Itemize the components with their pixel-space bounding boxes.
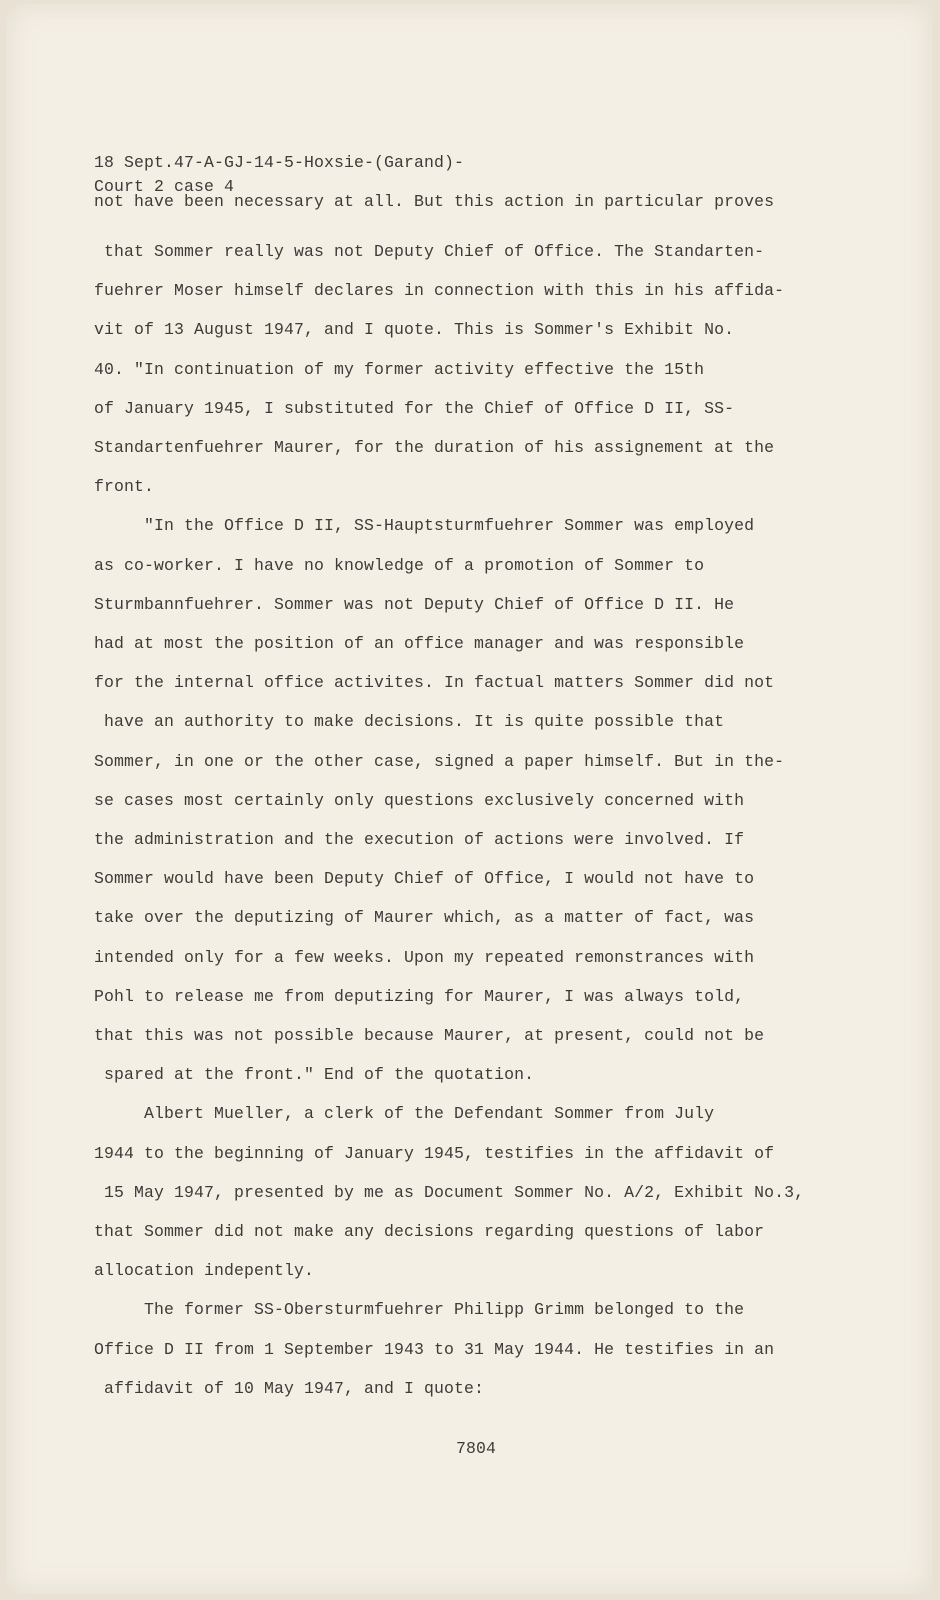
text-line: front. — [94, 477, 155, 497]
text-line: allocation indepently. — [94, 1261, 315, 1281]
text-line: The former SS-Obersturmfuehrer Philipp Grimm belonged to the — [94, 1300, 745, 1320]
header-court-case: Court 2 case 4 — [94, 177, 235, 196]
text-line: Standartenfuehrer Maurer, for the duration of his assignement at the — [94, 438, 775, 458]
text-line: fuehrer Moser himself declares in connection with this in his affida- — [94, 281, 785, 301]
text-line: that Sommer did not make any decisions regarding questions of labor — [94, 1222, 765, 1242]
text-line: vit of 13 August 1947, and I quote. This is Sommer's Exhibit No. — [94, 320, 735, 340]
text-line: affidavit of 10 May 1947, and I quote: — [94, 1378, 485, 1398]
text-line: 15 May 1947, presented by me as Document Sommer No. A/2, Exhibit No.3, — [94, 1182, 805, 1202]
text-line: not have been necessary at all. But this action in particular proves — [94, 192, 775, 211]
text-line: 1944 to the beginning of January 1945, testifies in the affidavit of — [94, 1143, 775, 1163]
text-line: have an authority to make decisions. It is quite possible that — [94, 712, 725, 732]
text-line: "In the Office D II, SS-Hauptsturmfuehrer Sommer was employed — [94, 516, 755, 536]
text-line: 40. "In continuation of my former activity effective the 15th — [94, 359, 705, 379]
text-line: take over the deputizing of Maurer which, as a matter of fact, was — [94, 908, 755, 928]
text-line: that this was not possible because Maurer, at present, could not be — [94, 1026, 765, 1046]
text-line: intended only for a few weeks. Upon my repeated remonstrances with — [94, 947, 755, 967]
text-line: Sommer, in one or the other case, signed a paper himself. But in the- — [94, 751, 785, 771]
document-page — [6, 4, 932, 1594]
text-line: had at most the position of an office manager and was responsible — [94, 634, 745, 654]
text-line: Pohl to release me from deputizing for Maurer, I was always told, — [94, 986, 745, 1006]
text-line: the administration and the execution of actions were involved. If — [94, 830, 745, 850]
document-body — [94, 232, 804, 1408]
text-line: Sturmbannfuehrer. Sommer was not Deputy Chief of Office D II. He — [94, 594, 735, 614]
text-line: as co-worker. I have no knowledge of a promotion of Sommer to — [94, 555, 705, 575]
text-line: se cases most certainly only questions exclusively concerned with — [94, 790, 745, 810]
text-line: spared at the front." End of the quotation. — [94, 1065, 535, 1085]
text-line: Sommer would have been Deputy Chief of Office, I would not have to — [94, 869, 755, 889]
text-line: of January 1945, I substituted for the Chief of Office D II, SS- — [94, 398, 735, 418]
text-line: Office D II from 1 September 1943 to 31 May 1944. He testifies in an — [94, 1339, 775, 1359]
page-number: 7804 — [456, 1439, 497, 1458]
header-reference: 18 Sept.47-A-GJ-14-5-Hoxsie-(Garand)- — [94, 153, 465, 172]
text-line: Albert Mueller, a clerk of the Defendant Sommer from July — [94, 1104, 715, 1124]
text-line: that Sommer really was not Deputy Chief of Office. The Standarten- — [94, 242, 765, 261]
text-line: for the internal office activites. In factual matters Sommer did not — [94, 673, 775, 693]
